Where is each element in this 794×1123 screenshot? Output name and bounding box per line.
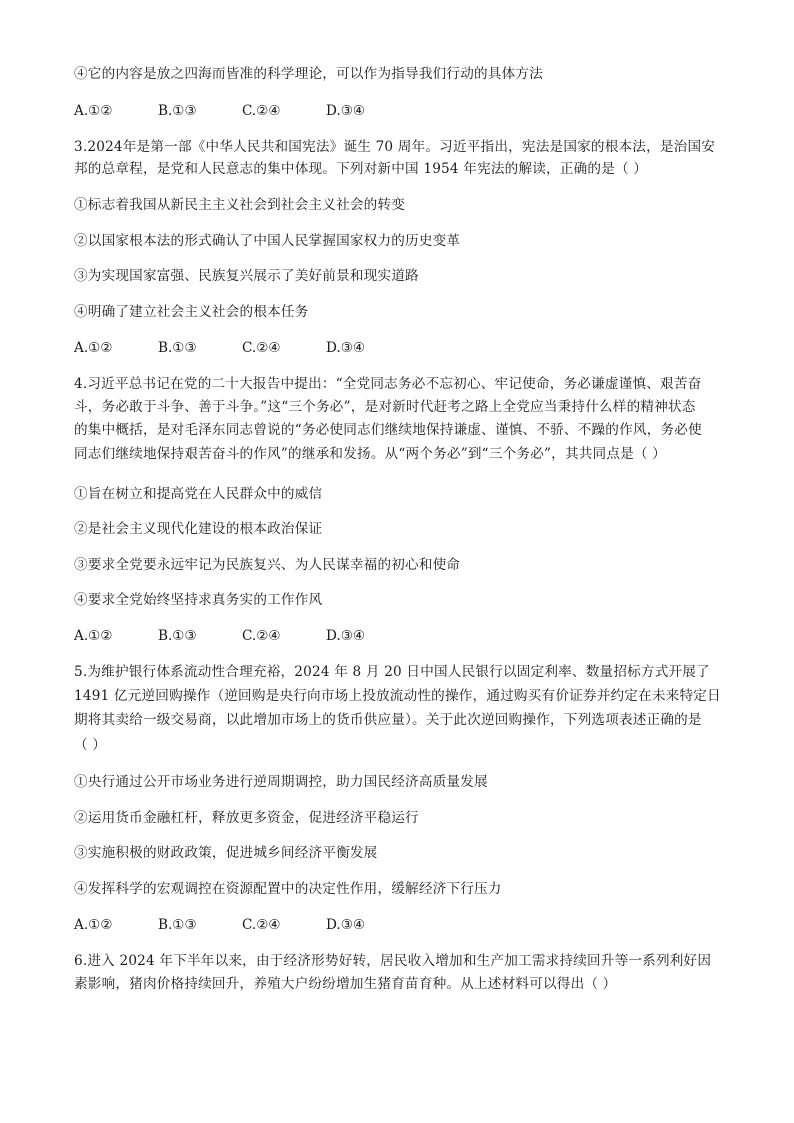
q2-option-a: A.①② bbox=[74, 103, 113, 119]
q5-option-d: D.③④ bbox=[326, 917, 366, 933]
q4-option-c: C.②④ bbox=[242, 628, 281, 644]
q3-item-4: ④明确了建立社会主义社会的根本任务 bbox=[74, 304, 309, 320]
q3-stem-line-1: 3.2024年是第一部《中华人民共和国宪法》诞生 70 周年。习近平指出，宪法是国家的根本法，是治国安 bbox=[74, 139, 716, 155]
q3-option-c: C.②④ bbox=[242, 340, 281, 356]
q2-item-4: ④它的内容是放之四海而皆准的科学理论，可以作为指导我们行动的具体方法 bbox=[74, 66, 543, 82]
q2-option-d: D.③④ bbox=[326, 103, 366, 119]
q5-option-b: B.①③ bbox=[158, 917, 197, 933]
q4-stem-line-3: 的集中概括，是对毛泽东同志曾说的“务必使同志们继续地保持谦虚、谨慎、不骄、不躁的作风，务必使 bbox=[74, 422, 702, 438]
q5-option-a: A.①② bbox=[74, 917, 113, 933]
q5-stem-line-3: 期将其卖给一级交易商，以此增加市场上的货币供应量）。关于此次逆回购操作，下列选项表述正确的是 bbox=[74, 712, 702, 728]
q3-options bbox=[74, 338, 365, 358]
q3-stem-line-2: 邦的总章程，是党和人民意志的集中体现。下列对新中国 1954 年宪法的解读，正确的是（ ） bbox=[74, 161, 648, 177]
q6-stem-line-1: 6.进入 2024 年下半年以来，由于经济形势好转，居民收入增加和生产加工需求持续回升等一系列利好因 bbox=[74, 953, 712, 969]
q4-stem-line-2: 斗，务必敢于斗争、善于斗争。”这“三个务必”，是对新时代赶考之路上全党应当秉持什么样的精神状态 bbox=[74, 399, 696, 415]
q4-stem-line-1: 4.习近平总书记在党的二十大报告中提出：“全党同志务必不忘初心、牢记使命，务必谦虚谨慎、艰苦奋 bbox=[74, 376, 702, 392]
q5-item-2: ②运用货币金融杠杆，释放更多资金，促进经济平稳运行 bbox=[74, 810, 419, 826]
q4-option-b: B.①③ bbox=[158, 628, 197, 644]
q5-item-4: ④发挥科学的宏观调控在资源配置中的决定性作用，缓解经济下行压力 bbox=[74, 881, 502, 897]
q3-item-1: ①标志着我国从新民主主义社会到社会主义社会的转变 bbox=[74, 197, 406, 213]
q3-option-a: A.①② bbox=[74, 340, 113, 356]
q5-item-3: ③实施积极的财政政策，促进城乡间经济平衡发展 bbox=[74, 845, 378, 861]
q4-option-d: D.③④ bbox=[326, 628, 366, 644]
q5-options bbox=[74, 915, 365, 935]
q2-option-b: B.①③ bbox=[158, 103, 197, 119]
q5-item-1: ①央行通过公开市场业务进行逆周期调控，助力国民经济高质量发展 bbox=[74, 774, 488, 790]
q3-option-d: D.③④ bbox=[326, 340, 366, 356]
q4-stem-line-4: 同志们继续地保持艰苦奋斗的作风”的继承和发扬。从“两个务必”到“三个务必”，其共同点是（ ） bbox=[74, 446, 667, 462]
q2-option-c: C.②④ bbox=[242, 103, 281, 119]
q3-item-3: ③为实现国家富强、民族复兴展示了美好前景和现实道路 bbox=[74, 268, 419, 284]
q5-stem-line-2: 1491 亿元逆回购操作（逆回购是央行向市场上投放流动性的操作，通过购买有价证券并约定在未来特定日 bbox=[74, 688, 721, 704]
q4-item-4: ④要求全党始终坚持求真务实的工作作风 bbox=[74, 592, 323, 608]
q5-option-c: C.②④ bbox=[242, 917, 281, 933]
q3-item-2: ②以国家根本法的形式确认了中国人民掌握国家权力的历史变革 bbox=[74, 233, 461, 249]
q4-item-2: ②是社会主义现代化建设的根本政治保证 bbox=[74, 521, 323, 537]
q3-option-b: B.①③ bbox=[158, 340, 197, 356]
q4-item-3: ③要求全党要永远牢记为民族复兴、为人民谋幸福的初心和使命 bbox=[74, 557, 461, 573]
q4-options bbox=[74, 626, 365, 646]
q5-stem-line-4: （ ） bbox=[74, 737, 107, 753]
q4-item-1: ①旨在树立和提高党在人民群众中的威信 bbox=[74, 486, 323, 502]
q4-option-a: A.①② bbox=[74, 628, 113, 644]
q6-stem-line-2: 素影响，猪肉价格持续回升，养殖大户纷纷增加生猪育苗育种。从上述材料可以得出（ ） bbox=[74, 976, 617, 992]
q2-options bbox=[74, 101, 365, 121]
q5-stem-line-1: 5.为维护银行体系流动性合理充裕，2024 年 8 月 20 日中国人民银行以固定利率、数量招标方式开展了 bbox=[74, 664, 710, 680]
